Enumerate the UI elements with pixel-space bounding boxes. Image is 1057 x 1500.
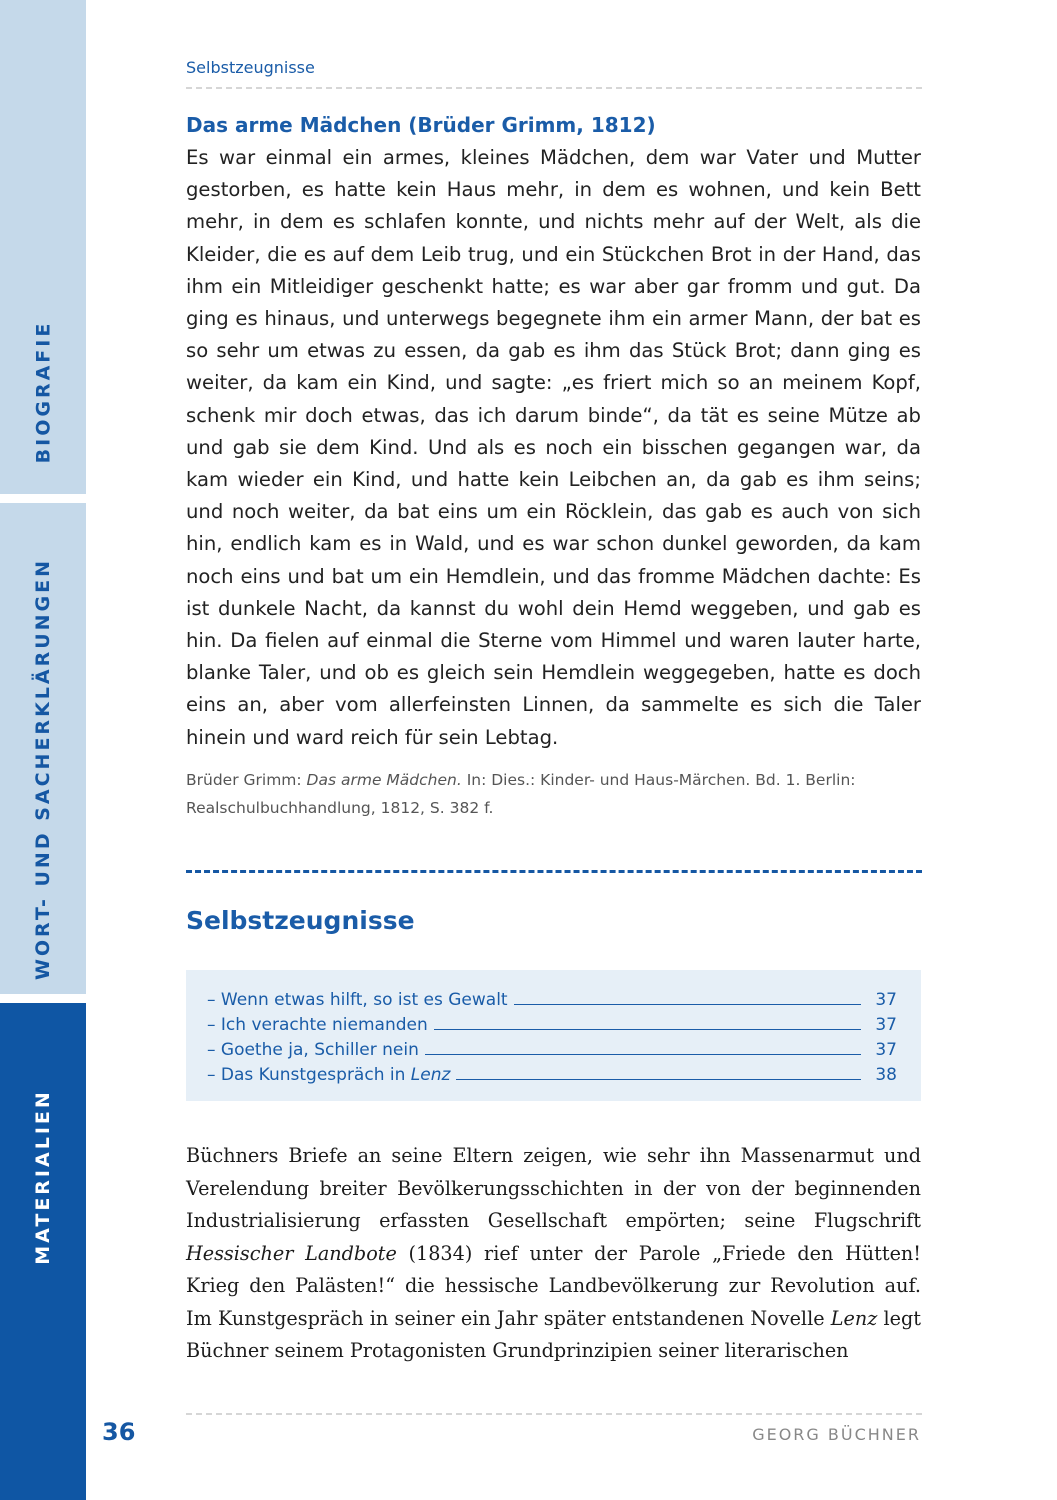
tab-materialien-label: MATERIALIEN — [32, 1088, 55, 1265]
header-divider — [186, 87, 922, 89]
intro-part-2: (1834) rief unter der Parole „Friede den Hütten! Krieg den Palästen!“ die hessische Landbevölkerung zur Revolution auf. Im Kunstgespräch in seiner ein Jahr später entstandenen Novelle — [186, 1241, 922, 1330]
footer-divider — [186, 1413, 922, 1415]
tab-wort-label: WORT- UND SACHERKLÄRUNGEN — [32, 557, 54, 980]
toc-leader-line — [456, 1079, 861, 1080]
tab-biografie-label: BIOGRAFIE — [32, 320, 55, 464]
toc-entry-label: – Ich verachte niemanden — [207, 1015, 428, 1035]
source-title: Das arme Mädchen. — [306, 771, 462, 789]
toc-leader-line — [425, 1054, 861, 1055]
excerpt-body — [186, 142, 921, 754]
toc-entry-label: – Wenn etwas hilft, so ist es Gewalt — [207, 990, 508, 1010]
excerpt-title: Das arme Mädchen (Brüder Grimm, 1812) — [186, 113, 656, 137]
running-header: Selbstzeugnisse — [186, 58, 315, 77]
toc-leader-line — [514, 1004, 861, 1005]
toc-entry[interactable] — [207, 1035, 897, 1060]
table-of-contents — [186, 970, 921, 1101]
toc-entry-page: 38 — [875, 1065, 897, 1085]
excerpt-text: Es war einmal ein armes, kleines Mädchen, dem war Vater und Mutter gestorben, es hatte kein Haus mehr, in dem es wohnen, und kein Bett mehr, in dem es schlafen konnte, und nichts mehr auf der Welt, als die Kleider, die es auf dem Leib trug, und ein Stückchen Brot in der Hand, das ihm ein Mitleidiger geschenkt hatte; es war aber gar fromm und gut. Da ging es hinaus, und unterwegs begegnete ihm ein armer Mann, der bat es so sehr um etwas zu essen, da gab es ihm das Stück Brot; dann ging es weiter, da kam ein Kind, und sagte: „es friert mich so an meinem Kopf, schenk mir doch etwas, das ich darum binde“, da tät es seine Mütze ab und gab sie dem Kind. Und als es noch ein bisschen gegangen war, da kam wieder ein Kind, und hatte kein Leibchen an, da gab es ihm seins; und noch weiter, da bat eins um ein Röcklein, das gab es auch von sich hin, endlich kam es in Wald, und es war schon dunkel geworden, da kam noch eins und bat um ein Hemdlein, und das fromme Mädchen dachte: Es ist dunkele Nacht, da kannst du wohl dein Hemd weggeben, und gab es hin. Da fielen auf einmal die Sterne vom Himmel und waren lauter harte, blanke Taler, und ob es gleich sein Hemdlein weggegeben, hatte es doch eins an, aber vom allerfeinsten Linnen, da sammelte es sich die Taler hinein und ward reich für sein Lebtag. — [186, 146, 921, 749]
intro-part-1: Büchners Briefe an seine Eltern zeigen, wie sehr ihn Massenarmut und Verelendung breiter Bevölkerungsschichten in der von der beginnenden Industrialisierung erfassten Gesellschaft empörten; seine Flugschrift — [186, 1144, 921, 1232]
toc-entry-label — [207, 1065, 450, 1085]
page-number: 36 — [102, 1418, 136, 1446]
toc-entry[interactable] — [207, 985, 897, 1010]
tab-wort-und-sacherklaerungen[interactable] — [0, 503, 86, 994]
section-divider — [186, 870, 922, 873]
source-author: Brüder Grimm: — [186, 771, 307, 789]
section-intro — [186, 1140, 921, 1368]
toc-entry-page: 37 — [875, 1040, 897, 1060]
section-intro-paragraph — [186, 1140, 921, 1368]
intro-italic-landbote: Hessischer Landbote — [186, 1241, 397, 1265]
toc-entry-page: 37 — [875, 1015, 897, 1035]
intro-italic-lenz: Lenz — [830, 1306, 878, 1330]
toc-entry-label: – Goethe ja, Schiller nein — [207, 1040, 419, 1060]
intro-part-3: legt Büchner seinem Protagonisten Grundprinzipien seiner literarischen — [186, 1306, 921, 1362]
tab-materialien[interactable] — [0, 1003, 86, 1500]
source-details: In: Dies.: Kinder- und Haus-Märchen. Bd. 1. Berlin: Realschulbuchhandlung, 1812, S. 382 f. — [186, 771, 856, 817]
toc-entry-page: 37 — [875, 990, 897, 1010]
footer-author: GEORG BÜCHNER — [752, 1425, 921, 1444]
section-heading: Selbstzeugnisse — [186, 906, 415, 935]
sidebar — [0, 0, 86, 1500]
toc-entry-label-prefix: – Das Kunstgespräch in — [207, 1065, 411, 1085]
toc-leader-line — [434, 1029, 861, 1030]
tab-biografie[interactable] — [0, 0, 86, 494]
toc-entry[interactable] — [207, 1060, 897, 1085]
toc-entry[interactable] — [207, 1010, 897, 1035]
toc-entry-label-italic: Lenz — [410, 1065, 451, 1085]
excerpt-source — [186, 766, 921, 822]
